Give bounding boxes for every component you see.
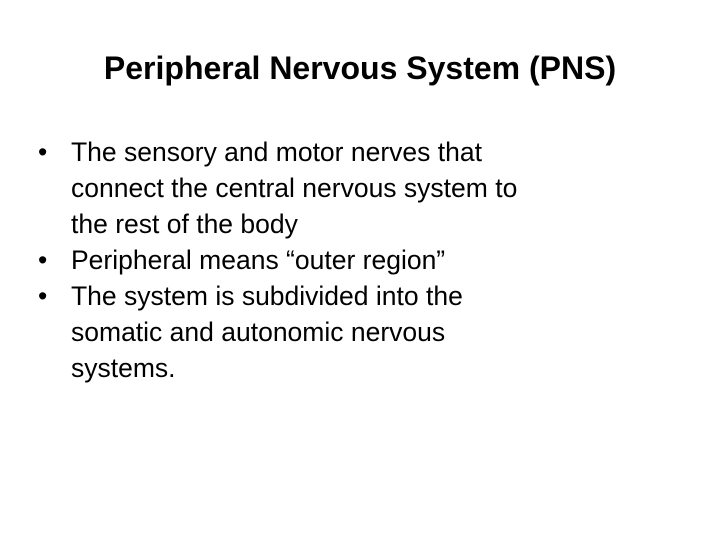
bullet-line: Peripheral means “outer region”	[71, 245, 446, 275]
bullet-item-pns-definition	[38, 134, 678, 242]
bullet-item-subdivisions	[38, 278, 678, 386]
bullet-line: connect the central nervous system to	[71, 173, 518, 203]
bullet-marker: •	[38, 245, 48, 275]
bullet-line: somatic and autonomic nervous	[71, 317, 446, 347]
slide-title: Peripheral Nervous System (PNS)	[103, 50, 617, 86]
bullet-item-peripheral-meaning	[38, 242, 678, 278]
bullet-marker: •	[38, 137, 48, 167]
bullet-line: the rest of the body	[71, 209, 298, 239]
bullet-line: The sensory and motor nerves that	[71, 137, 482, 167]
bullet-line: systems.	[71, 353, 176, 383]
bullet-line: The system is subdivided into the	[71, 281, 463, 311]
bullet-marker: •	[38, 281, 48, 311]
bullet-list	[38, 134, 678, 386]
